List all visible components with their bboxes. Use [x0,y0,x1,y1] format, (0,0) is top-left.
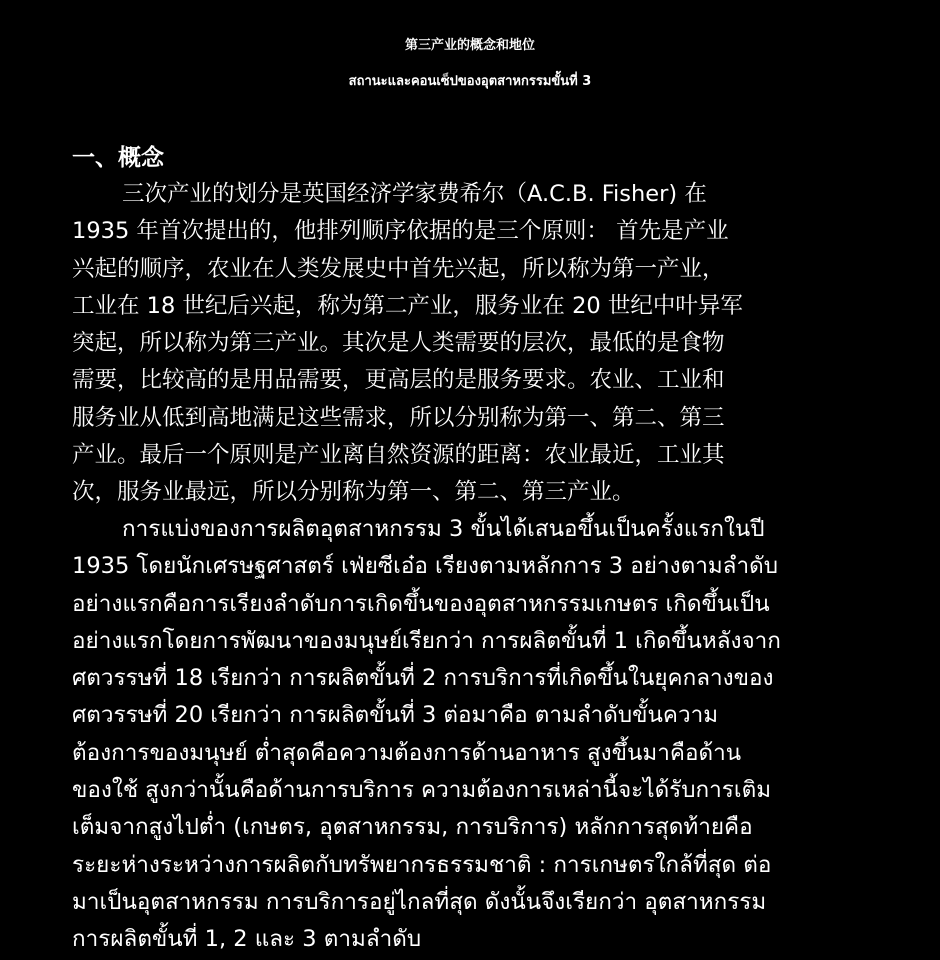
paragraph-line: ศตวรรษที่ 20 เรียกว่า การผลิตขั้นที่ 3 ต่อมาคือ ตามลำดับขั้นความ [72,702,719,729]
paragraph-line: 1935 年首次提出的，他排列顺序依据的是三个原则： 首先是产业 [72,218,729,245]
paragraph-line: การผลิตขั้นที่ 1, 2 และ 3 ตามลำดับ [72,926,422,953]
title-block [0,28,940,100]
paragraph-line: ศตวรรษที่ 18 เรียกว่า การผลิตขั้นที่ 2 การบริการที่เกิดขึ้นในยุคกลางของ [72,665,774,692]
paragraph-thai [72,511,872,959]
title-chinese: 第三产业的概念和地位 [404,38,535,53]
paragraph-line: 服务业从低到高地满足这些需求，所以分别称为第一、第二、第三 [72,404,725,431]
paragraph-line: อย่างแรกโดยการพัฒนาของมนุษย์เรียกว่า การผลิตขั้นที่ 1 เกิดขึ้นหลังจาก [72,627,781,654]
paragraph-line: 需要，比较高的是用品需要，更高层的是服务要求。农业、工业和 [72,367,725,394]
paragraph-line: 工业在 18 世纪后兴起，称为第二产业，服务业在 20 世纪中叶异军 [72,292,743,319]
paragraph-line: 次，服务业最远，所以分别称为第一、第二、第三产业。 [72,479,635,506]
paragraph-line: ระยะห่างระหว่างการผลิตกับทรัพยากรธรรมชาติ : การเกษตรใกล้ที่สุด ต่อ [72,851,772,878]
paragraph-line: 突起，所以称为第三产业。其次是人类需要的层次，最低的是食物 [72,330,725,357]
paragraph-line: 兴起的顺序，农业在人类发展史中首先兴起，所以称为第一产业， [72,255,725,282]
section-heading: 一、概念 [72,145,164,171]
paragraph-line: อย่างแรกคือการเรียงลำดับการเกิดขึ้นของอุตสาหกรรมเกษตร เกิดขึ้นเป็น [72,590,770,617]
title-thai: สถานะและคอนเซ็ปของอุตสาหกรรมขั้นที่ 3 [348,74,592,89]
paragraph-line: 三次产业的划分是英国经济学家费希尔（A.C.B. Fisher) 在 [122,181,707,207]
paragraph-line: การแบ่งของการผลิตอุตสาหกรรม 3 ขั้นได้เสนอขึ้นเป็นครั้งแรกในปี [122,516,765,542]
paragraph-chinese [72,176,872,512]
paragraph-line: เต็มจากสูงไปต่ำ (เกษตร, อุตสาหกรรม, การบริการ) หลักการสุดท้ายคือ [72,814,753,841]
paragraph-line: มาเป็นอุตสาหกรรม การบริการอยู่ไกลที่สุด ดังนั้นจึงเรียกว่า อุตสาหกรรม [72,888,767,915]
paragraph-line: ของใช้ สูงกว่านั้นคือด้านการบริการ ความต้องการเหล่านี้จะได้รับการเติม [72,777,772,804]
paragraph-line: ต้องการของมนุษย์ ต่ำสุดคือความต้องการด้านอาหาร สูงขึ้นมาคือด้าน [72,739,742,766]
paragraph-line: 产业。最后一个原则是产业离自然资源的距离：农业最近，工业其 [72,442,725,469]
paragraph-line: 1935 โดยนักเศรษฐศาสตร์ เฟ่ยซีเอ๋อ เรียงตามหลักการ 3 อย่างตามลำดับ [72,553,778,580]
